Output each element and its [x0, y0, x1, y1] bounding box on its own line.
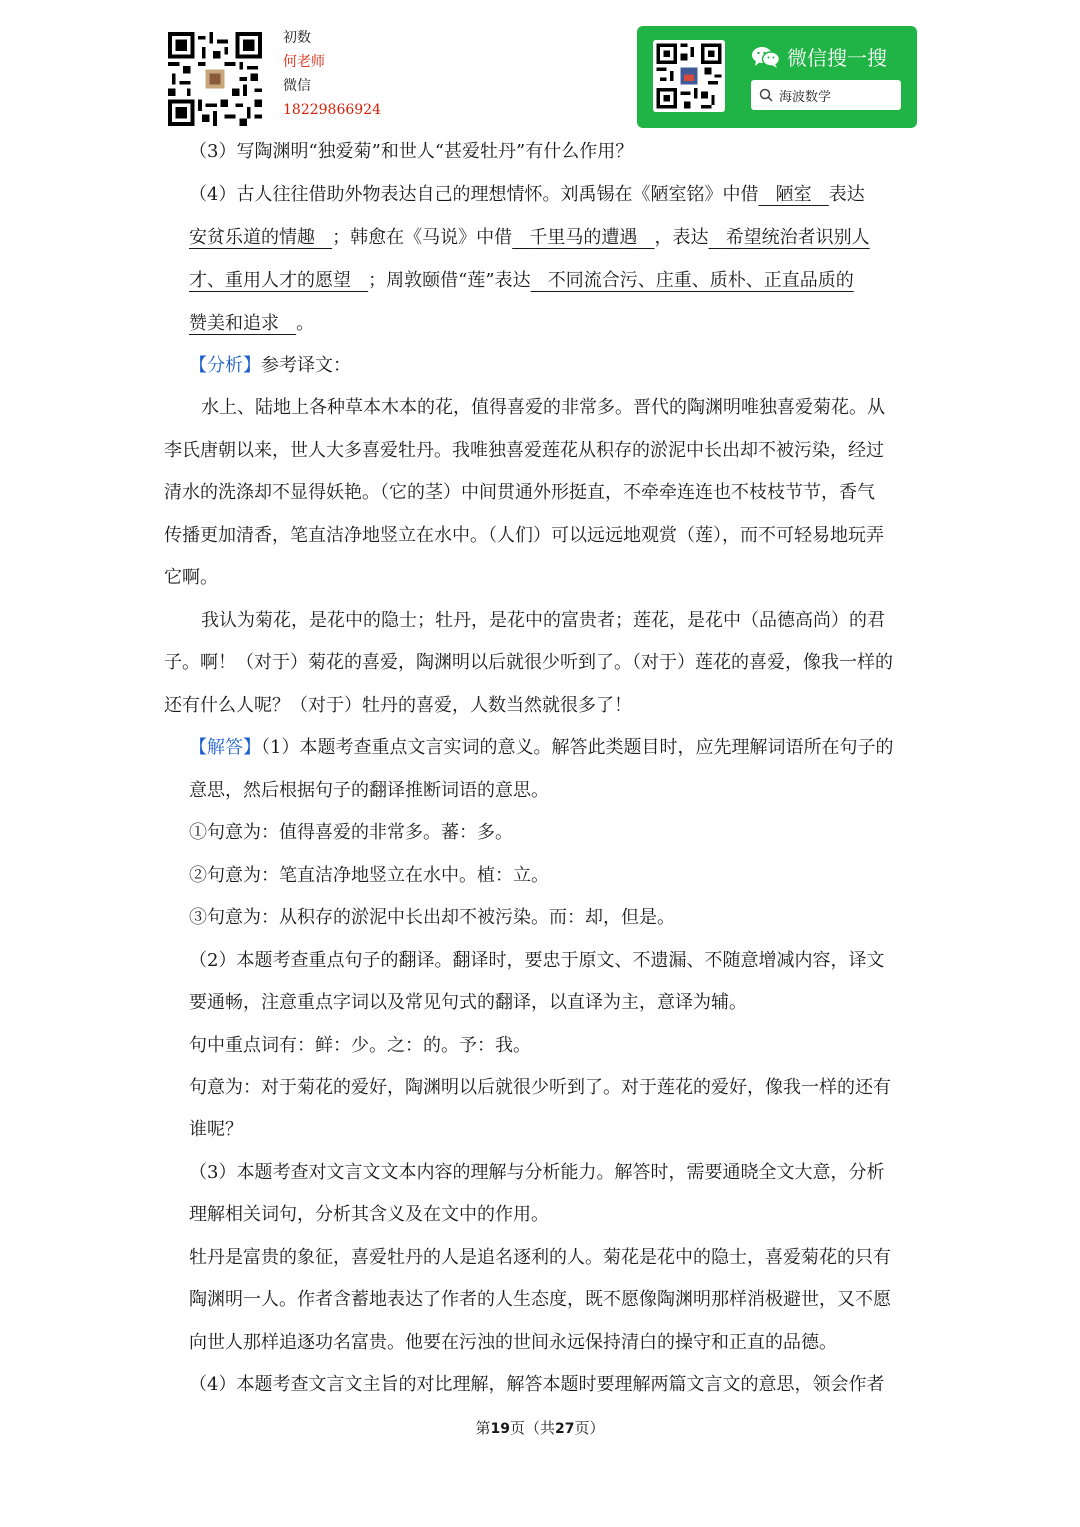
- q4-blank-1: 陋室: [775, 184, 812, 205]
- wechat-search-box[interactable]: [751, 80, 901, 110]
- qr-code-left: [168, 32, 262, 126]
- translation-para2-line: 子。啊！（对于）菊花的喜爱，陶渊明以后就很少听到了。（对于）莲花的喜爱，像我一样的: [164, 652, 893, 673]
- footer-suffix: 页）: [574, 1419, 605, 1437]
- translation-para1-line: 李氏唐朝以来，世人大多喜爱牡丹。我唯独喜爱莲花从积存的淤泥中长出却不被污染，经过: [164, 440, 884, 461]
- answer-3-body-line: 向世人那样追逐功名富贵。他要在污浊的世间永远保持清白的操守和正直的品德。: [189, 1332, 837, 1353]
- q4-text-1: （4）古人往往借助外物表达自己的理想情怀。刘禹锡在《陋室铭》中借: [189, 184, 759, 205]
- contact-wechat-label: 微信: [283, 78, 311, 94]
- answer-1-line-2: 意思，然后根据句子的翻译推断词语的意思。: [189, 780, 549, 801]
- question-4-line-1: [189, 183, 865, 207]
- translation-para1-line: 水上、陆地上各种草本木本的花，值得喜爱的非常多。晋代的陶渊明唯独喜爱菊花。从: [201, 397, 885, 418]
- q4-blank-3: 千里马的遭遇: [529, 227, 638, 248]
- footer-prefix: 第: [475, 1419, 491, 1437]
- contact-phone: 18229866924: [283, 102, 381, 118]
- wechat-search-text: 海波数学: [779, 89, 832, 105]
- footer-page-number: 19: [490, 1421, 510, 1437]
- q4-text-3: ；韩愈在《马说》中借: [332, 227, 513, 248]
- answer-tag: 【解答】: [189, 737, 261, 758]
- answer-3-line: （3）本题考查对文言文文本内容的理解与分析能力。解答时，需要通晓全文大意，分析: [189, 1162, 885, 1183]
- footer-total-pages: 27: [555, 1421, 575, 1437]
- wechat-brand: [751, 42, 887, 71]
- q4-text-2: 表达: [828, 184, 865, 205]
- answer-1-line-1: [189, 736, 893, 760]
- analysis-heading: [189, 354, 351, 378]
- answer-1-item-2: ②句意为：笔直洁净地竖立在水中。植：立。: [189, 865, 549, 886]
- wechat-logo-icon: [751, 45, 781, 69]
- translation-para1-line: 传播更加清香，笔直洁净地竖立在水中。（人们）可以远远地观赏（莲），而不可轻易地玩弄: [164, 525, 884, 546]
- q4-blank-5a: 不同流合污、庄重、质朴、正直品质的: [547, 270, 854, 291]
- answer-3-line: 理解相关词句，分析其含义及在文中的作用。: [189, 1204, 549, 1225]
- page-footer: [0, 1417, 1080, 1438]
- answer-2-translation-line: 句意为：对于菊花的爱好，陶渊明以后就很少听到了。对于莲花的爱好，像我一样的还有: [189, 1077, 891, 1098]
- wechat-brand-text: 微信搜一搜: [787, 46, 887, 70]
- answer-1-text: （1）本题考查重点文言实词的意义。解答此类题目时，应先理解词语所在句子的: [261, 737, 894, 758]
- answer-3-body-line: 牡丹是富贵的象征，喜爱牡丹的人是追名逐利的人。菊花是花中的隐士，喜爱菊花的只有: [189, 1247, 891, 1268]
- question-4-line-2: [189, 226, 870, 250]
- contact-info: [283, 26, 381, 122]
- answer-1-item-3: ③句意为：从积存的淤泥中长出却不被污染。而：却，但是。: [189, 907, 675, 928]
- q4-text-4: ，表达: [654, 227, 709, 248]
- answer-2-translation-line: 谁呢？: [189, 1119, 243, 1140]
- translation-para1-line: 它啊。: [164, 567, 218, 588]
- q4-text-5: ；周敦颐借“莲”表达: [368, 270, 531, 291]
- answer-3-body-line: 陶渊明一人。作者含蓄地表达了作者的人生态度，既不愿像陶渊明那样消极避世，又不愿: [189, 1289, 891, 1310]
- q4-blank-2: 安贫乐道的情趣: [189, 227, 315, 248]
- translation-para2-line: 我认为菊花，是花中的隐士；牡丹，是花中的富贵者；莲花，是花中（品德高尚）的君: [201, 610, 885, 631]
- contact-subject: 初数: [283, 30, 311, 46]
- analysis-title: 参考译文：: [261, 355, 351, 376]
- answer-2-keywords: 句中重点词有：鲜：少。之：的。予：我。: [189, 1035, 531, 1056]
- q4-end: 。: [296, 313, 315, 334]
- answer-2-line: （2）本题考查重点句子的翻译。翻译时，要忠于原文、不遗漏、不随意增减内容，译文: [189, 950, 885, 971]
- contact-teacher: 何老师: [283, 54, 325, 70]
- translation-para1-line: 清水的洗涤却不显得妖艳。（它的茎）中间贯通外形挺直，不牵牵连连也不枝枝节节，香气: [164, 482, 875, 503]
- q4-blank-4a: 希望统治者识别人: [725, 227, 870, 248]
- footer-mid: 页（共: [509, 1419, 555, 1437]
- answer-1-item-1: ①句意为：值得喜爱的非常多。蕃：多。: [189, 822, 513, 843]
- search-icon: [759, 88, 773, 102]
- question-3: （3）写陶渊明“独爱菊”和世人“甚爱牡丹”有什么作用？: [189, 141, 634, 162]
- qr-code-wechat: [653, 40, 725, 112]
- question-4-line-3: [189, 269, 854, 293]
- answer-2-line: 要通畅，注意重点字词以及常见句式的翻译，以直译为主，意译为辅。: [189, 992, 747, 1013]
- translation-para2-line: 还有什么人呢？（对于）牡丹的喜爱，人数当然就很多了！: [164, 695, 632, 716]
- question-4-line-4: [189, 312, 314, 336]
- q4-blank-4b: 才、重用人才的愿望: [189, 270, 351, 291]
- analysis-tag: 【分析】: [189, 355, 261, 376]
- answer-4-line: （4）本题考查文言文主旨的对比理解，解答本题时要理解两篇文言文的意思，领会作者: [189, 1374, 885, 1395]
- wechat-search-card: [637, 26, 917, 128]
- q4-blank-5b: 赞美和追求: [189, 313, 279, 334]
